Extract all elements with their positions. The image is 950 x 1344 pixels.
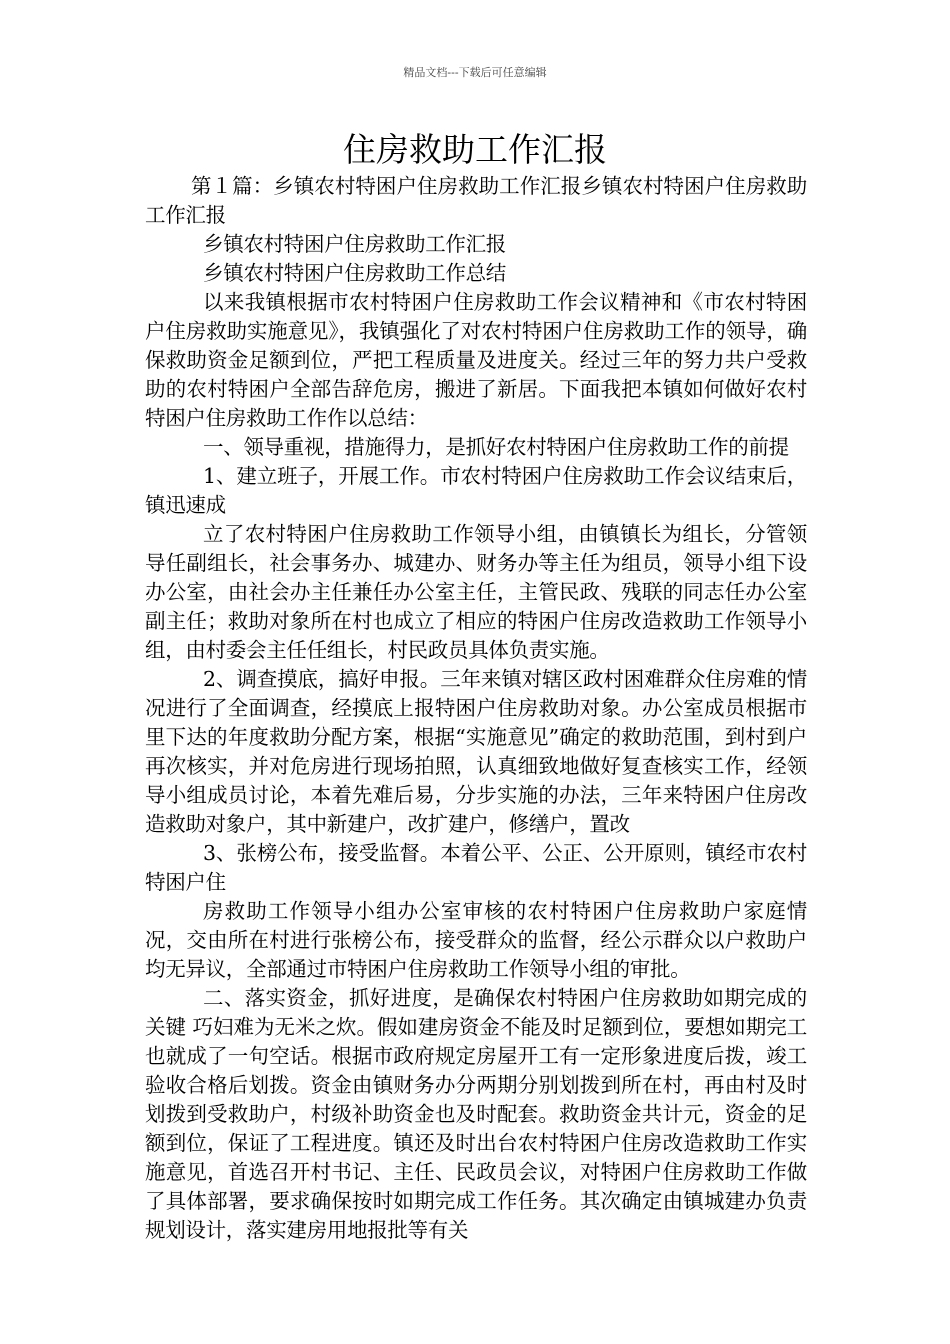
document-body — [145, 172, 807, 1245]
body-paragraph: 二、落实资金，抓好进度，是确保农村特困户住房救助如期完成的关键 巧妇难为无米之炊。假如建房资金不能及时足额到位，要想如期完工也就成了一句空话。根据市政府规定房屋开工有一定形象进度后拨，竣工验收合格后划拨。资金由镇财务办分两期分别划拨到所在村，再由村及时划拨到受救助户，村级补助资金也及时配套。救助资金共计元，资金的足额到位，保证了工程进度。镇还及时出台农村特困户住房改造救助工作实施意见，首选召开村书记、主任、民政员会议，对特困户住房救助工作做了具体部署，要求确保按时如期完成工作任务。其次确定由镇城建办负责规划设计，落实建房用地报批等有关 — [145, 986, 807, 1242]
body-paragraph: 1、建立班子，开展工作。市农村特困户住房救助工作会议结束后，镇迅速成 — [145, 464, 807, 517]
body-paragraph: 以来我镇根据市农村特困户住房救助工作会议精神和《市农村特困户住房救助实施意见》，我镇强化了对农村特困户住房救助工作的领导，确保救助资金足额到位，严把工程质量及进度关。经过三年的努力共户受救助的农村特困户全部告辞危房，搬进了新居。下面我把本镇如何做好农村特困户住房救助工作作以总结： — [145, 290, 807, 430]
page-header: 精品文档---下载后可任意编辑 — [403, 66, 547, 79]
body-paragraph: 2、调查摸底，搞好申报。三年来镇对辖区政村困难群众住房难的情况进行了全面调查，经摸底上报特困户住房救助对象。办公室成员根据市里下达的年度救助分配方案，根据“实施意见”确定的救助范围，到村到户再次核实，并对危房进行现场拍照，认真细致地做好复查核实工作，经领导小组成员讨论，本着先难后易，分步实施的办法，三年来特困户住房改造救助对象户，其中新建户，改扩建户，修缮户，置改 — [145, 667, 807, 836]
body-paragraph: 第１篇：乡镇农村特困户住房救助工作汇报乡镇农村特困户住房救助工作汇报 — [145, 174, 807, 227]
body-paragraph: 一、领导重视，措施得力，是抓好农村特困户住房救助工作的前提 — [203, 435, 789, 459]
document-title: 住房救助工作汇报 — [343, 130, 607, 169]
body-paragraph: 乡镇农村特困户住房救助工作总结 — [203, 261, 506, 285]
body-paragraph: 房救助工作领导小组办公室审核的农村特困户住房救助户家庭情况，交由所在村进行张榜公布，接受群众的监督，经公示群众以户救助户均无异议，全部通过市特困户住房救助工作领导小组的审批。 — [145, 899, 807, 981]
body-paragraph: 立了农村特困户住房救助工作领导小组，由镇镇长为组长，分管领导任副组长，社会事务办、城建办、财务办等主任为组员，领导小组下设办公室，由社会办主任兼任办公室主任，主管民政、残联的同志任办公室副主任；救助对象所在村也成立了相应的特困户住房改造救助工作领导小组，由村委会主任任组长，村民政员具体负责实施。 — [145, 522, 807, 662]
body-paragraph: 乡镇农村特困户住房救助工作汇报 — [203, 232, 506, 256]
body-paragraph: 3、张榜公布，接受监督。本着公平、公正、公开原则，镇经市农村特困户住 — [145, 841, 807, 894]
